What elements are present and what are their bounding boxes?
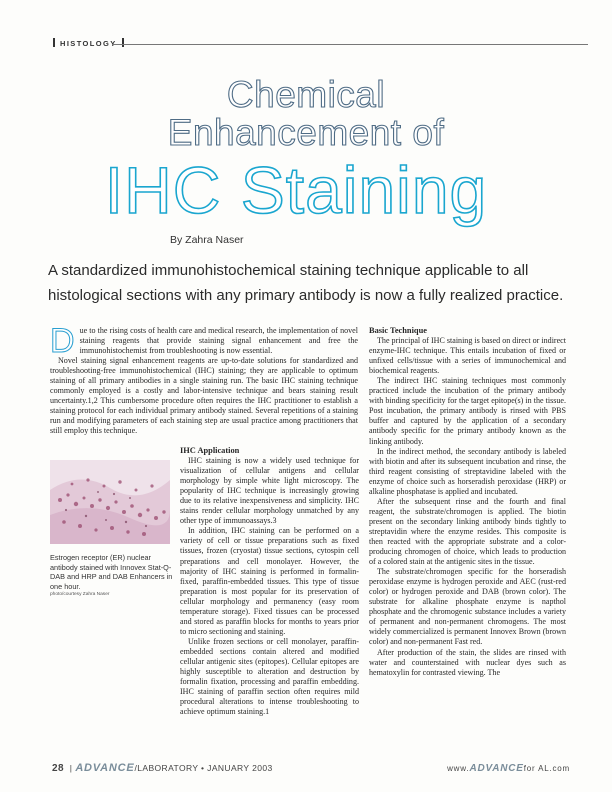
right-paragraph-4: After the subsequent rinse and the fourth and final reagent, the substrate/chromogen is applied. The biotin present on the secondary linking antibody binds tightly to streptavidin where the enzyme resides. This composite is then reacted with the appropriate substrate and a color-producing chromogen of choice, which leads to production of a colored stain at the antigenic sites in the tissue.: [369, 496, 566, 567]
header-rule: [112, 44, 588, 45]
footer-issue: /LABORATORY • JANUARY 2003: [134, 763, 273, 773]
middle-paragraph-1: IHC staining is now a widely used technique for visualization of cellular antigens and cellular morphology by simple white light microscopy. The popularity of IHC technique is increasingly growing due to its relative inexpensiveness and simplicity. IHC stains render cellular morphology unmatched by any other type of immunoassays.3: [180, 456, 359, 526]
web-brand: ADVANCE: [469, 763, 524, 774]
web-prefix: www.: [447, 764, 470, 773]
right-paragraph-3: In the indirect method, the secondary antibody is labeled with biotin and after its subsequent incubation and rinse, the third reagent consisting of streptavidine labeled with the enzyme of choice such as horseradish peroxidase (HRP) or alkaline phosphatase is applied and incubated.: [369, 446, 566, 496]
intro-block: [50, 322, 358, 437]
basic-technique-heading: Basic Technique: [369, 326, 427, 335]
section-tag: [48, 38, 129, 48]
figure-photo: [50, 460, 170, 544]
title-line-1: Chemical: [226, 74, 386, 115]
right-paragraph-6: After production of the stain, the slides are rinsed with water and counterstained with nuclear dyes such as hematoxylin for contrasted viewing. The: [369, 647, 566, 677]
byline: By Zahra Naser: [170, 234, 244, 246]
figure-caption: Estrogen receptor (ER) nuclear antibody stained with Innovex Stat-Q-DAB and HRP and DAB Enhancers in one hour.: [50, 553, 173, 591]
title-line-2: Enhancement of: [167, 112, 445, 153]
web-suffix: for AL.com: [523, 764, 570, 773]
intro-paragraph-2: Novel staining signal enhancement reagents are up-to-date solutions for standardized and troubleshooting-free immunohistochemical (IHC) staining; they are applicable to optimum staining of all primary antibodies in a single staining run. The basic IHC staining technique commonly employed is a costly and labor-intensive technique and bears staining result uncertainty.1,2 This cumbersome procedure often requires the IHC practitioner to establish a staining protocol for each individual primary antibody stained. Several repetitions of a staining run and modifying parameters of each staining step are usual practice among practitioners that still employ this technique.: [50, 356, 358, 436]
intro-paragraph-1: ue to the rising costs of health care and medical research, the implementation of novel staining reagents that provide staining signal enhancement and free the immunohistochemist from troubleshooting is now essential.: [79, 326, 358, 356]
footer-brand: ADVANCE: [75, 762, 135, 774]
footer-left: 28 | ADVANCE/LABORATORY • JANUARY 2003: [52, 762, 273, 774]
right-column: [369, 326, 566, 678]
section-label: HISTOLOGY: [60, 39, 117, 48]
title-line-3: IHC Staining: [104, 153, 488, 227]
ihc-application-heading: IHC Application: [180, 446, 240, 455]
right-paragraph-5: The substrate/chromogen specific for the horseradish peroxidase enzyme is hydrogen peroxide and AEC (rust-red color) or hydrogen peroxide and DAB (brown color). The substrate for alkaline phosphate enzyme is napthol phosphate and the chromogenic substance includes a variety of permanent and non-permanent chromogens. The most widely commercialized is permanent Innovex Brown (brown color) and non-permanent Fast red.: [369, 567, 566, 647]
drop-cap: D: [50, 322, 75, 360]
page-number: 28: [52, 763, 64, 774]
footer-website[interactable]: [447, 763, 570, 774]
right-paragraph-1: The principal of IHC staining is based on direct or indirect enzyme-IHC technique. This entails incubation of fixed or unfixed cells/tissue with a series of immunochemical and biochemical reagents.: [369, 336, 566, 376]
deck: A standardized immunohistochemical staining technique applicable to all histological sections with any primary antibody is now a fully realized practice.: [48, 262, 564, 304]
tissue-micrograph: [50, 460, 170, 544]
middle-paragraph-2: In addition, IHC staining can be performed on a variety of cell or tissue preparations such as fixed tissues, frozen (cryostat) tissue sections, cytospin cell preparations and cell monolayer. However, the majority of IHC staining is performed in formalin-fixed, paraffin-embedded tissues. This type of tissue preparation is most popular for its preservation of cellular morphology and permanency (easy room temperature storage). Fixed tissues can be processed and stored as paraffin blocks for months to years prior to micro sectioning and staining.: [180, 526, 359, 636]
photo-credit: photo/courtesy Zahra Naser: [50, 592, 110, 597]
right-paragraph-2: The indirect IHC staining techniques most commonly practiced include the incubation of the primary antibody with binding specificity for the target epitope(s) in the tissue. Post incubation, the primary antibody is rinsed with PBS buffer and captured by the application of a secondary antibody specific for the primary antibody known as the linking antibody.: [369, 376, 566, 446]
middle-paragraph-3: Unlike frozen sections or cell monolayer, paraffin-embedded sections contain altered and modified cellular antigenic sites (epitopes). Cellular epitopes are highly susceptible to alteration and destruction by formalin fixation, processing and paraffin embedding. IHC staining of paraffin section often requires mild procedural alterations to intense troubleshooting to achieve optimum staining.1: [180, 636, 359, 717]
middle-column: [180, 446, 359, 717]
